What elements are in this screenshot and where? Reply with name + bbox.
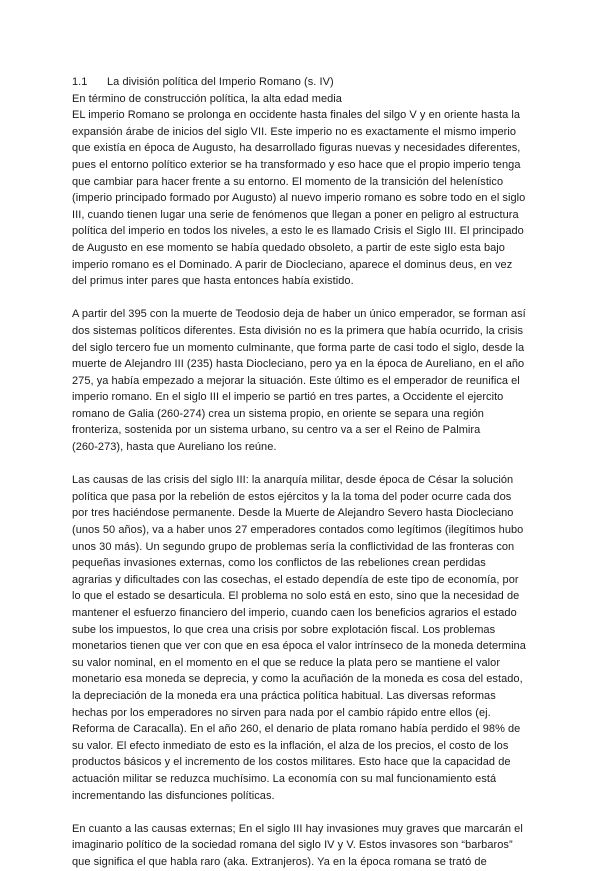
- text-line: (260-273), hasta que Aureliano los reúne.: [72, 441, 277, 454]
- text-line: que significa el que habla raro (aka. Extranjeros). Ya en la época romana se trató de: [72, 855, 487, 868]
- text-line: incrementando las disfunciones políticas.: [72, 789, 275, 802]
- paragraph-4: [72, 821, 532, 871]
- text-line: del primus inter pares que hasta entonces había existido.: [72, 275, 354, 288]
- paragraph-2: [72, 306, 532, 455]
- text-line: sube los impuestos, lo que crea una crisis por sobre explotación fiscal. Los problemas: [72, 623, 496, 636]
- text-line: política del imperio en todos los niveles, a esto le es llamado Crisis el Siglo III. El principado: [72, 225, 524, 238]
- text-line: muerte de Alejandro III (235) hasta Diocleciano, pero ya en la época de Aureliano, en el año: [72, 358, 525, 371]
- paragraph-gap: [72, 456, 532, 473]
- text-line: dos sistemas políticos diferentes. Esta división no es la primera que había ocurrido, la crisis: [72, 324, 524, 337]
- text-line: Las causas de las crisis del siglo III: la anarquía militar, desde época de César la solución: [72, 474, 514, 487]
- body-text: [72, 107, 532, 870]
- text-line: productos básicos y el incremento de los costos militares. Esto hace que la capacidad de: [72, 756, 511, 769]
- section-title: La división política del Imperio Romano (s. IV): [107, 76, 334, 88]
- paragraph-1: [72, 107, 532, 290]
- text-line: actuación militar se reduzca muchísimo. La economía con su mal funcionamiento está: [72, 772, 497, 785]
- document-page: [72, 74, 532, 871]
- text-line: la depreciación de la moneda era una práctica política habitual. Las diversas reformas: [72, 689, 496, 702]
- text-line: monetario esa moneda se deprecia, y como la acuñación de la moneda es cosa del estado,: [72, 673, 523, 686]
- text-line: pues el entorno político exterior se ha transformado y eso hace que el propio imperio tenga: [72, 158, 521, 171]
- text-line: EL imperio Romano se prolonga en occidente hasta finales del silgo V y en oriente hasta la: [72, 109, 521, 122]
- text-line: monetarios tienen que ver con que en esa época el valor intrínseco de la moneda determina: [72, 640, 526, 653]
- paragraph-3: [72, 472, 532, 804]
- text-line: En cuanto a las causas externas; En el siglo III hay invasiones muy graves que marcarán el: [72, 822, 523, 835]
- text-line: imperio romano. En el siglo III el imperio se partió en tres partes, a Occidente el ejercito: [72, 391, 504, 404]
- text-line: que existía en época de Augusto, ha desarrollado figuras nuevas y necesidades diferentes,: [72, 142, 521, 155]
- text-line: pequeñas invasiones externas, como los conflictos de las rebeliones crean perdidas: [72, 557, 486, 570]
- text-line: mantener el esfuerzo financiero del imperio, cuando caen los beneficios agrarios el estado: [72, 607, 517, 619]
- text-line: A partir del 395 con la muerte de Teodosio deja de haber un único emperador, se forman así: [72, 308, 526, 321]
- text-line: lo que el estado se desarticula. El problema no solo está en esto, sino que la necesidad de: [72, 590, 520, 603]
- text-line: expansión árabe de inicios del siglo VII. Este imperio no es exactamente el mismo imperio: [72, 125, 517, 138]
- text-line: imaginario político de la sociedad romana del siglo IV y V. Estos invasores son “barbaros”: [72, 839, 513, 852]
- text-line: hechas por los emperadores no sirven para nada por el cambio rápido entre ellos (ej.: [72, 706, 491, 719]
- text-line: su valor nominal, en el momento en el que se reduce la plata pero se mantiene el valor: [72, 656, 501, 669]
- text-line: agrarias y dificultades con las cosechas, el estado dependía de este tipo de economía, por: [72, 573, 519, 586]
- text-line: III, cuando tienen lugar una serie de fenómenos que llegan a poner en peligro al estructura: [72, 208, 519, 221]
- section-heading: [72, 74, 532, 91]
- text-line: 275, ya había empezado a mejorar la situación. Este último es el emperador de reunifica el: [72, 374, 520, 387]
- text-line: romano de Galia (260-274) crea un sistema propio, en oriente se separa una región: [72, 407, 484, 420]
- section-subtitle: En término de construcción política, la alta edad media: [72, 92, 342, 105]
- text-line: imperio romano es el Dominado. A parir de Diocleciano, aparece el dominus deus, en vez: [72, 258, 513, 271]
- paragraph-gap: [72, 290, 532, 307]
- text-line: Reforma de Caracalla). En el año 260, el denario de plata romano había perdido el 98% de: [72, 723, 521, 736]
- text-line: su valor. El efecto inmediato de esto es la inflación, el alza de los precios, el costo de los: [72, 739, 509, 752]
- text-line: por tres haciéndose permanente. Desde la Muerte de Alejandro Severo hasta Diocleciano: [72, 507, 514, 520]
- paragraph-gap: [72, 804, 532, 821]
- text-line: que cambiar para hacer frente a su entorno. El momento de la transición del helenístico: [72, 175, 504, 188]
- text-line: política que pasa por la rebelión de estos ejércitos y la la toma del poder ocurre cada dos: [72, 490, 512, 503]
- section-number: 1.1: [72, 76, 88, 88]
- text-line: unos 30 más). Un segundo grupo de problemas sería la conflictividad de las fronteras con: [72, 540, 515, 553]
- text-line: del siglo tercero fue un momento culminante, que forma parte de casi todo el siglo, desde la: [72, 341, 525, 354]
- text-line: fronteriza, sostenida por un sistema urbano, su centro va a ser el Reino de Palmira: [72, 424, 481, 437]
- text-line: (unos 50 años), va a haber unos 27 emperadores contados como legítimos (ilegítimos hubo: [72, 524, 524, 537]
- text-line: (imperio principado formado por Augusto) al nuevo imperio romano es sobre todo en el siglo: [72, 192, 526, 205]
- text-line: de Augusto en ese momento se había quedado obsoleto, a partir de este siglo esta bajo: [72, 241, 505, 254]
